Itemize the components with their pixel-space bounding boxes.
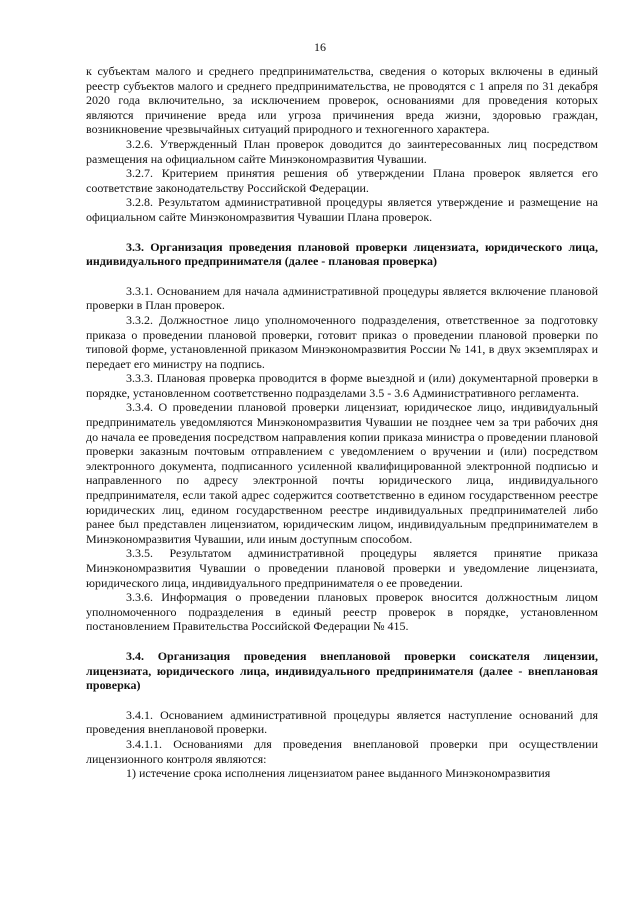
- document-body: [86, 64, 598, 781]
- page-number: 16: [314, 40, 326, 54]
- paragraph-3-3-1: 3.3.1. Основанием для начала административной процедуры является включение плановой проверки в План проверок.: [86, 283, 598, 313]
- section-heading-3-3: 3.3. Организация проведения плановой проверки лицензиата, юридического лица, индивидуального предпринимателя (далее - плановая проверка): [86, 239, 598, 269]
- paragraph-3-2-6: 3.2.6. Утвержденный План проверок доводится до заинтересованных лиц посредством размещения на официальном сайте Минэкономразвития Чувашии.: [86, 136, 598, 166]
- paragraph-3-3-5: 3.3.5. Результатом административной процедуры является принятие приказа Минэкономразвития Чувашии о проведении плановой проверки и уведомление лицензиата, юридического лица, индивидуального предпринимателя о ее проведении.: [86, 546, 598, 590]
- paragraph-3-3-6: 3.3.6. Информация о проведении плановых проверок вносится должностным лицом уполномоченного подразделения в единый реестр проверок в порядке, установленном постановлением Правительства Российской Федерации № 415.: [86, 590, 598, 634]
- paragraph-3-3-3: 3.3.3. Плановая проверка проводится в форме выездной и (или) документарной проверки в порядке, установленном соответственно подразделами 3.5 - 3.6 Административного регламента.: [86, 371, 598, 400]
- paragraph-3-4-1: 3.4.1. Основанием административной процедуры является наступление оснований для проведения внеплановой проверки.: [86, 707, 598, 737]
- paragraph-3-2-7: 3.2.7. Критерием принятия решения об утверждении Плана проверок является его соответствие законодательству Российской Федерации.: [86, 166, 598, 195]
- paragraph-list-item-1: 1) истечение срока исполнения лицензиатом ранее выданного Минэкономразвития: [126, 766, 551, 781]
- paragraph-3-3-4: 3.3.4. О проведении плановой проверки лицензиат, юридическое лицо, индивидуальный предприниматель уведомляются Минэкономразвития Чувашии не позднее чем за три рабочих дня до начала ее проведения посредством направления копии приказа министра о проведении плановой проверки заказным почтовым отправлением с уведомлением о вручении и (или) посредством электронного документа, подписанного усиленной квалифицированной электронной подписью и направленного по адресу электронной почты юридического лица, индивидуального предпринимателя, если такой адрес содержится соответственно в едином государственном реестре юридических лиц, едином государственном реестре индивидуальных предпринимателей либо ранее был представлен лицензиатом, юридическим лицом, индивидуальным предпринимателем в Минэкономразвития Чувашии, или иным доступным способом.: [86, 400, 598, 546]
- paragraph-continuation: к субъектам малого и среднего предпринимательства, сведения о которых включены в единый реестр субъектов малого и среднего предпринимательства, не проводятся с 1 апреля по 31 декабря 2020 года включительно, за исключением проверок, основаниями для проведения которых являются причинение вреда или угроза причинения вреда жизни, здоровью граждан, возникновение чрезвычайных ситуаций природного и техногенного характера.: [86, 64, 598, 137]
- paragraph-3-2-8: 3.2.8. Результатом административной процедуры является утверждение и размещение на официальном сайте Минэкономразвития Чувашии Плана проверок.: [86, 195, 598, 224]
- paragraph-3-4-1-1: 3.4.1.1. Основаниями для проведения внеплановой проверки при осуществлении лицензионного контроля являются:: [86, 736, 598, 766]
- section-heading-3-4: 3.4. Организация проведения внеплановой проверки соискателя лицензии, лицензиата, юридического лица, индивидуального предпринимателя (далее - внеплановая проверка): [86, 648, 598, 693]
- paragraph-3-3-2: 3.3.2. Должностное лицо уполномоченного подразделения, ответственное за подготовку приказа о проведении плановой проверки, готовит приказ о проведении плановой проверки по типовой форме, установленной приказом Минэкономразвития России № 141, в двух экземплярах и передает его министру на подпись.: [86, 312, 598, 371]
